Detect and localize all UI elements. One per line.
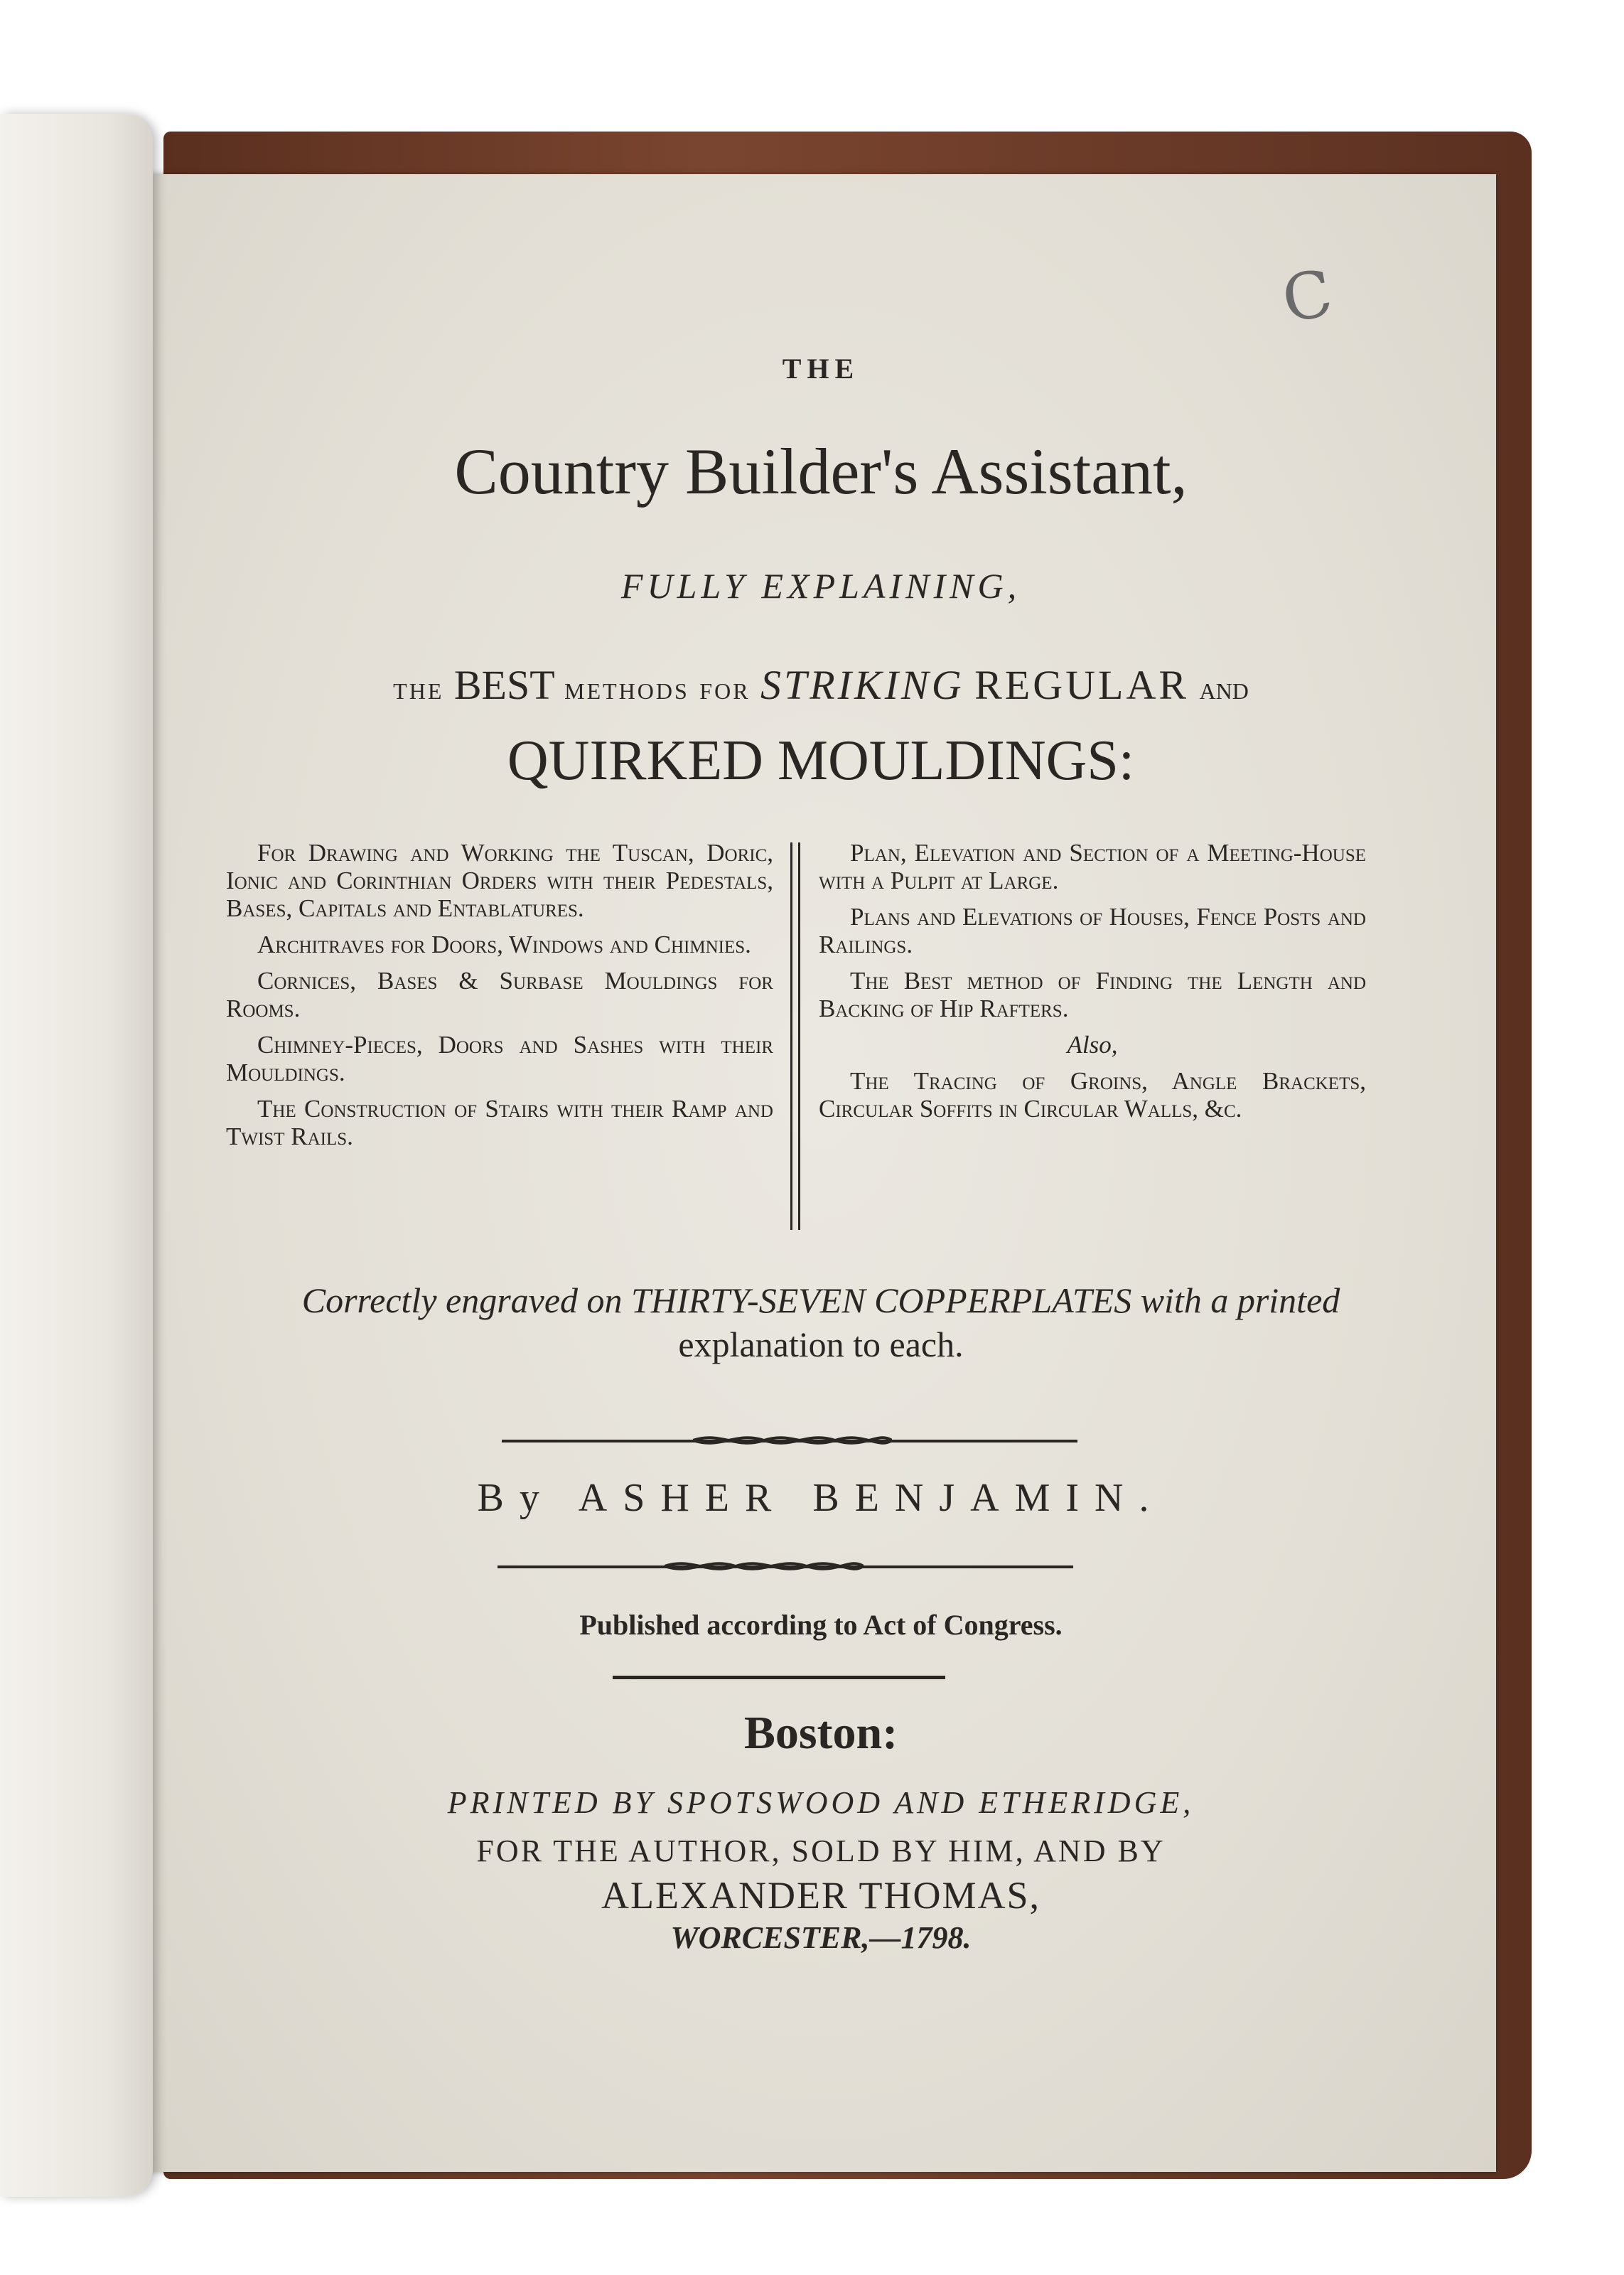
subtitle-line-1 xyxy=(146,661,1496,709)
right-column xyxy=(819,839,1366,1131)
left-item: For Drawing and Working the Tuscan, Doric, Ionic and Corinthian Orders with their Pedestals, Bases, Capitals and Entablatures. xyxy=(226,839,773,922)
column-divider xyxy=(790,842,800,1230)
word-striking: STRIKING xyxy=(760,662,964,708)
ornament-knot xyxy=(693,1431,892,1450)
city-year: WORCESTER,—1798. xyxy=(670,1920,972,1955)
engraved-line-1: Correctly engraved on THIRTY-SEVEN COPPERPLATES with a printed xyxy=(301,1280,1340,1320)
title-the: THE xyxy=(782,353,860,385)
right-item: Plans and Elevations of Houses, Fence Posts and Railings. xyxy=(819,903,1366,958)
right-item: Plan, Elevation and Section of a Meeting-House with a Pulpit at Large. xyxy=(819,839,1366,894)
fully-explaining: FULLY EXPLAINING, xyxy=(620,566,1021,606)
word-the: the xyxy=(393,670,444,706)
word-and: and xyxy=(1199,670,1249,706)
seller-name: ALEXANDER THOMAS, xyxy=(601,1874,1040,1917)
ornament-knot xyxy=(665,1557,864,1575)
published-notice: Published according to Act of Congress. xyxy=(579,1609,1063,1641)
left-item: Architraves for Doors, Windows and Chimnies. xyxy=(257,931,751,958)
right-item: The Tracing of Groins, Angle Brackets, Circular Soffits in Circular Walls, &c. xyxy=(819,1067,1366,1123)
engraved-line-2: explanation to each. xyxy=(678,1324,964,1364)
author-line: By ASHER BENJAMIN. xyxy=(477,1476,1165,1520)
printed-by: PRINTED BY SPOTSWOOD AND ETHERIDGE, xyxy=(447,1785,1195,1820)
left-item: Chimney-Pieces, Doors and Sashes with their Mouldings. xyxy=(226,1031,773,1086)
subtitle-line-2: QUIRKED MOULDINGS: xyxy=(507,729,1135,792)
word-best: BEST xyxy=(453,662,554,708)
left-item: The Construction of Stairs with their Ramp and Twist Rails. xyxy=(226,1095,773,1150)
right-item: The Best method of Finding the Length and Backing of Hip Rafters. xyxy=(819,967,1366,1022)
left-item: Cornices, Bases & Surbase Mouldings for Rooms. xyxy=(226,967,773,1022)
word-regular: REGULAR xyxy=(974,662,1190,708)
handwritten-mark: C xyxy=(1276,255,1338,338)
right-item-also: Also, xyxy=(1067,1031,1118,1059)
place-boston: Boston: xyxy=(743,1707,898,1759)
left-column xyxy=(226,839,773,1159)
word-methods-for: methods for xyxy=(564,670,751,706)
short-rule xyxy=(613,1676,945,1679)
for-author: FOR THE AUTHOR, SOLD BY HIM, AND BY xyxy=(476,1834,1166,1868)
book-title: Country Builder's Assistant, xyxy=(454,435,1188,508)
facing-blank-page xyxy=(0,114,153,2197)
